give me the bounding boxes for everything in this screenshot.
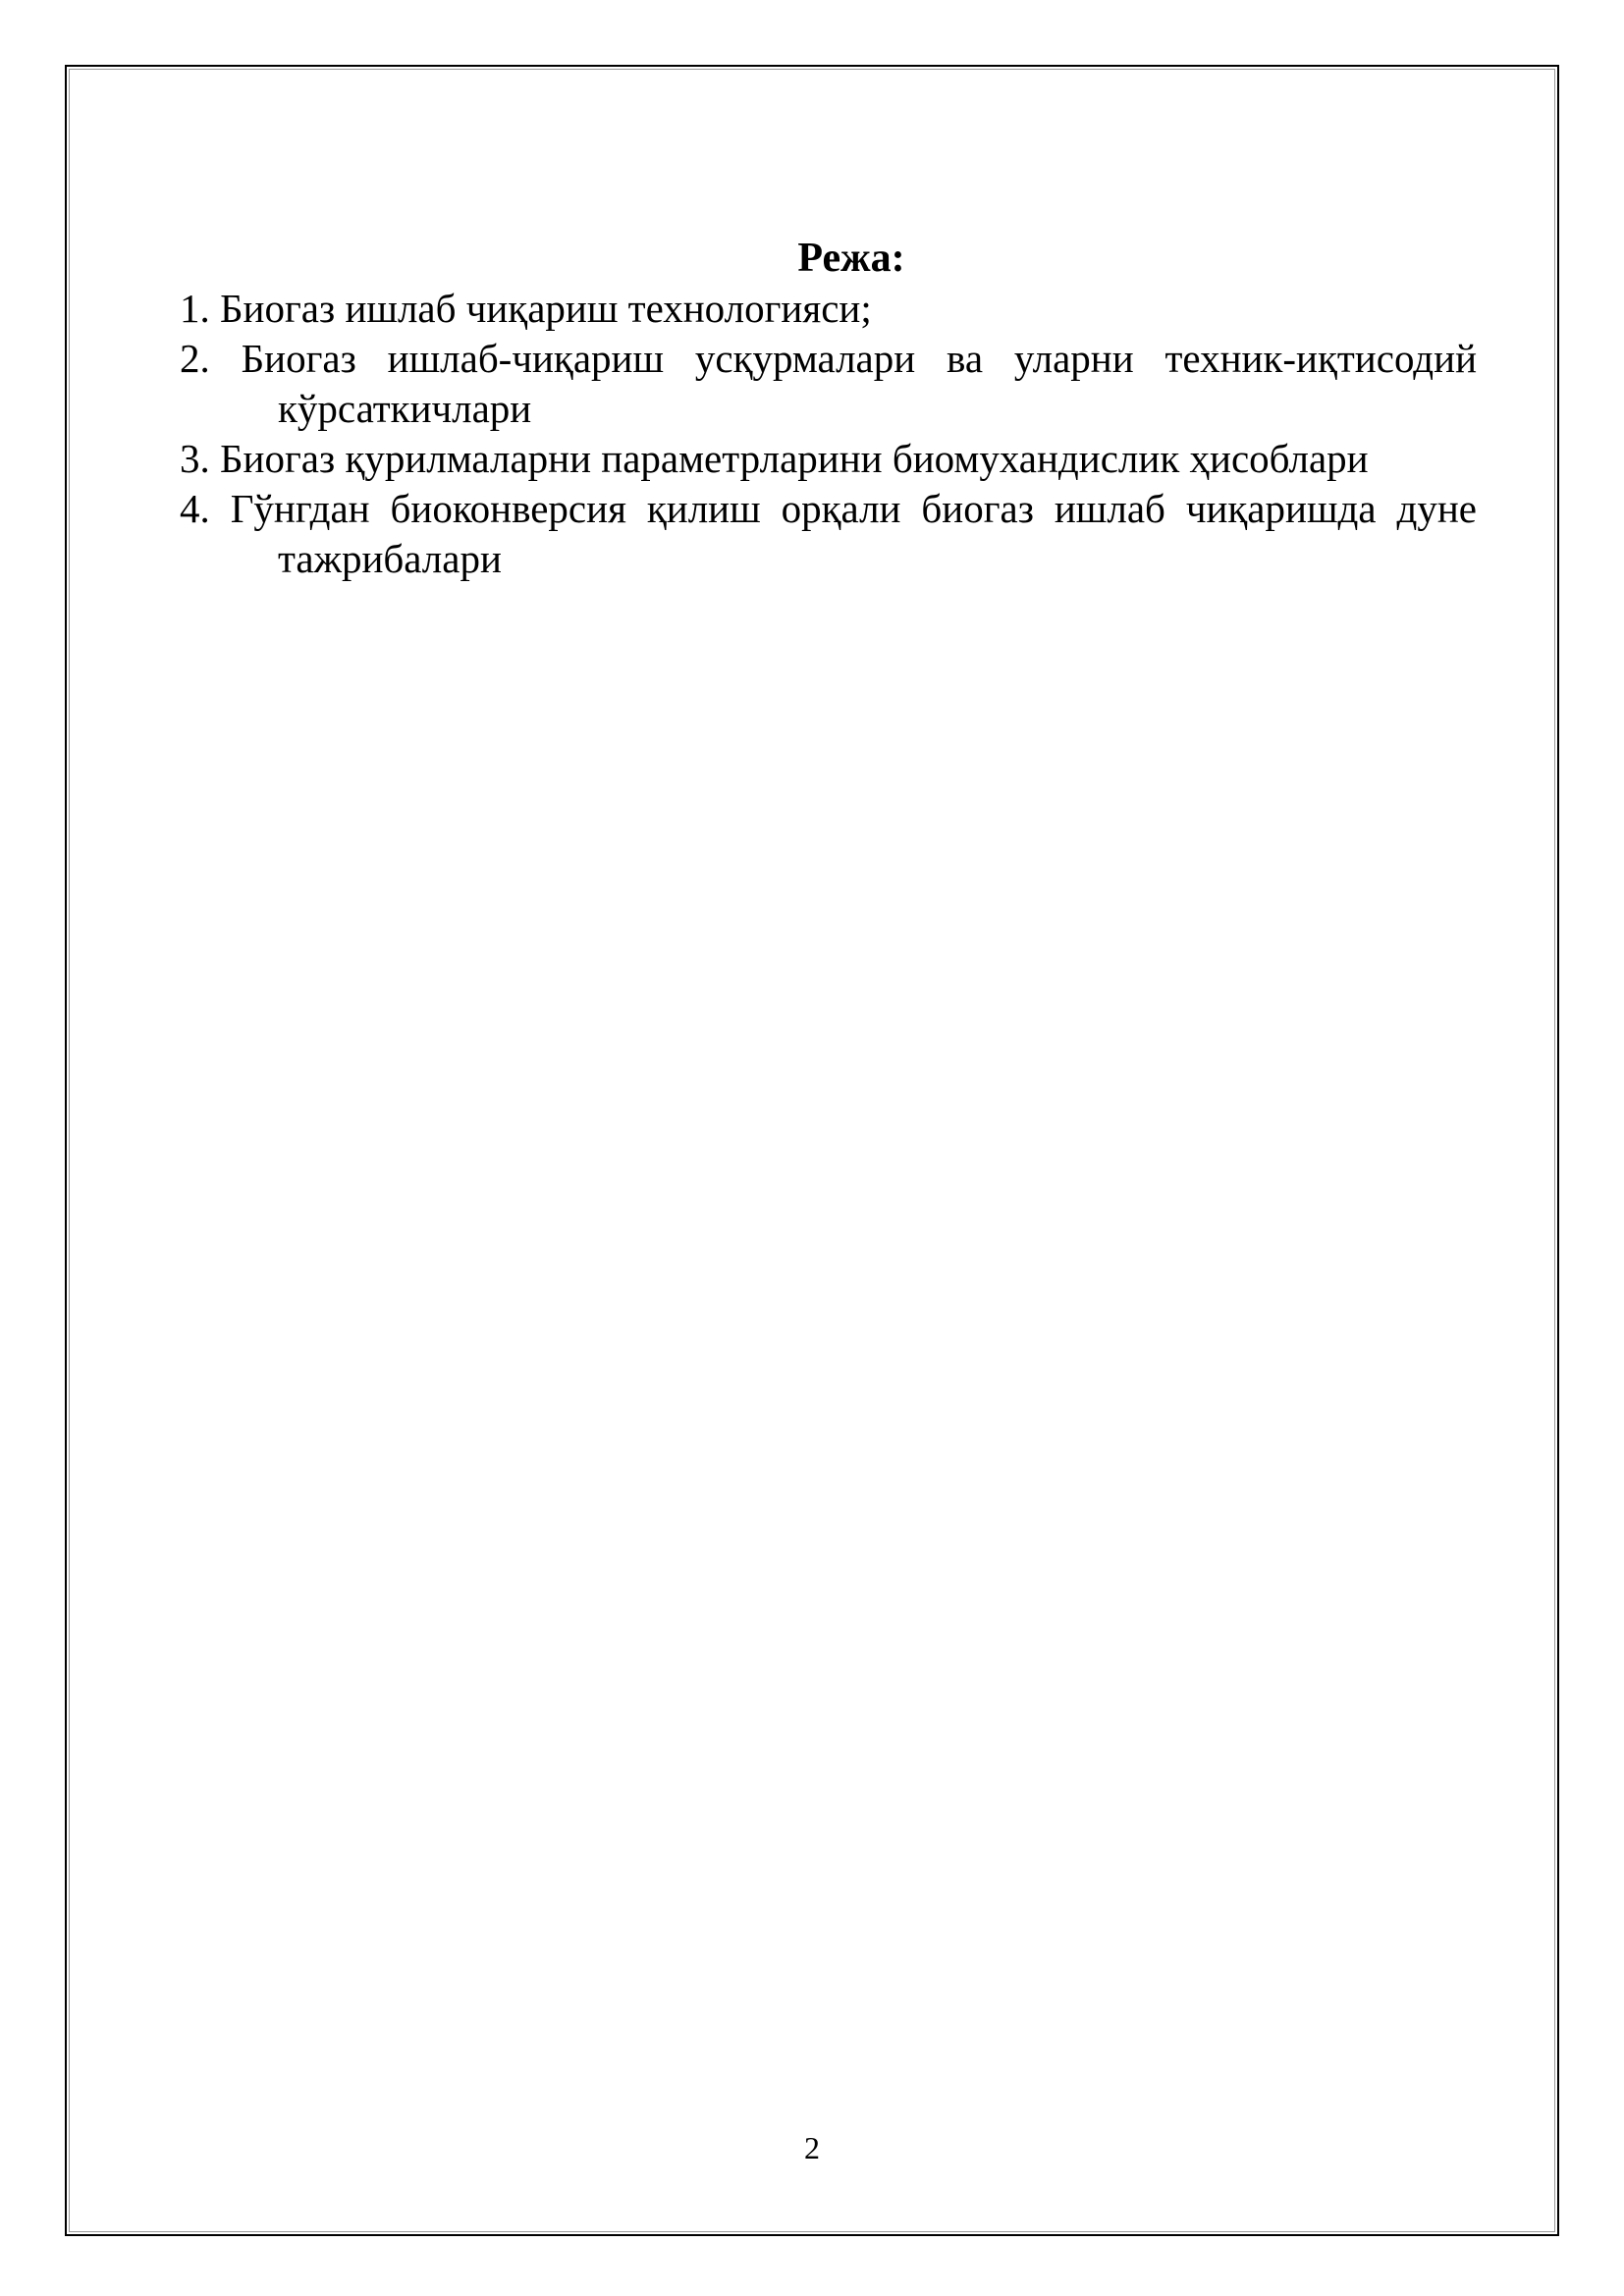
- plan-item-text: Биогаз қурилмаларни параметрларини биомухандислик ҳисоблари: [220, 436, 1369, 481]
- plan-item-text: Гўнгдан биоконверсия қилиш орқали биогаз ишлаб чиқаришда дуне тажрибалари: [230, 486, 1477, 581]
- plan-list: [180, 284, 1477, 584]
- plan-item-number: 3.: [180, 436, 210, 481]
- plan-title: Режа:: [797, 236, 905, 281]
- plan-item-4: [180, 484, 1477, 584]
- plan-item-text: Биогаз ишлаб чиқариш технологияси;: [220, 286, 872, 331]
- plan-item-number: 4.: [180, 486, 210, 531]
- plan-item-number: 1.: [180, 286, 210, 331]
- plan-item-number: 2.: [180, 336, 210, 381]
- plan-item-1: [180, 284, 1477, 334]
- plan-item-text: Биогаз ишлаб-чиқариш усқурмалари ва уларни техник-иқтисодий кўрсаткичлари: [241, 336, 1478, 431]
- plan-item-3: [180, 434, 1477, 484]
- page-number: 2: [804, 2130, 820, 2165]
- plan-item-2: [180, 334, 1477, 434]
